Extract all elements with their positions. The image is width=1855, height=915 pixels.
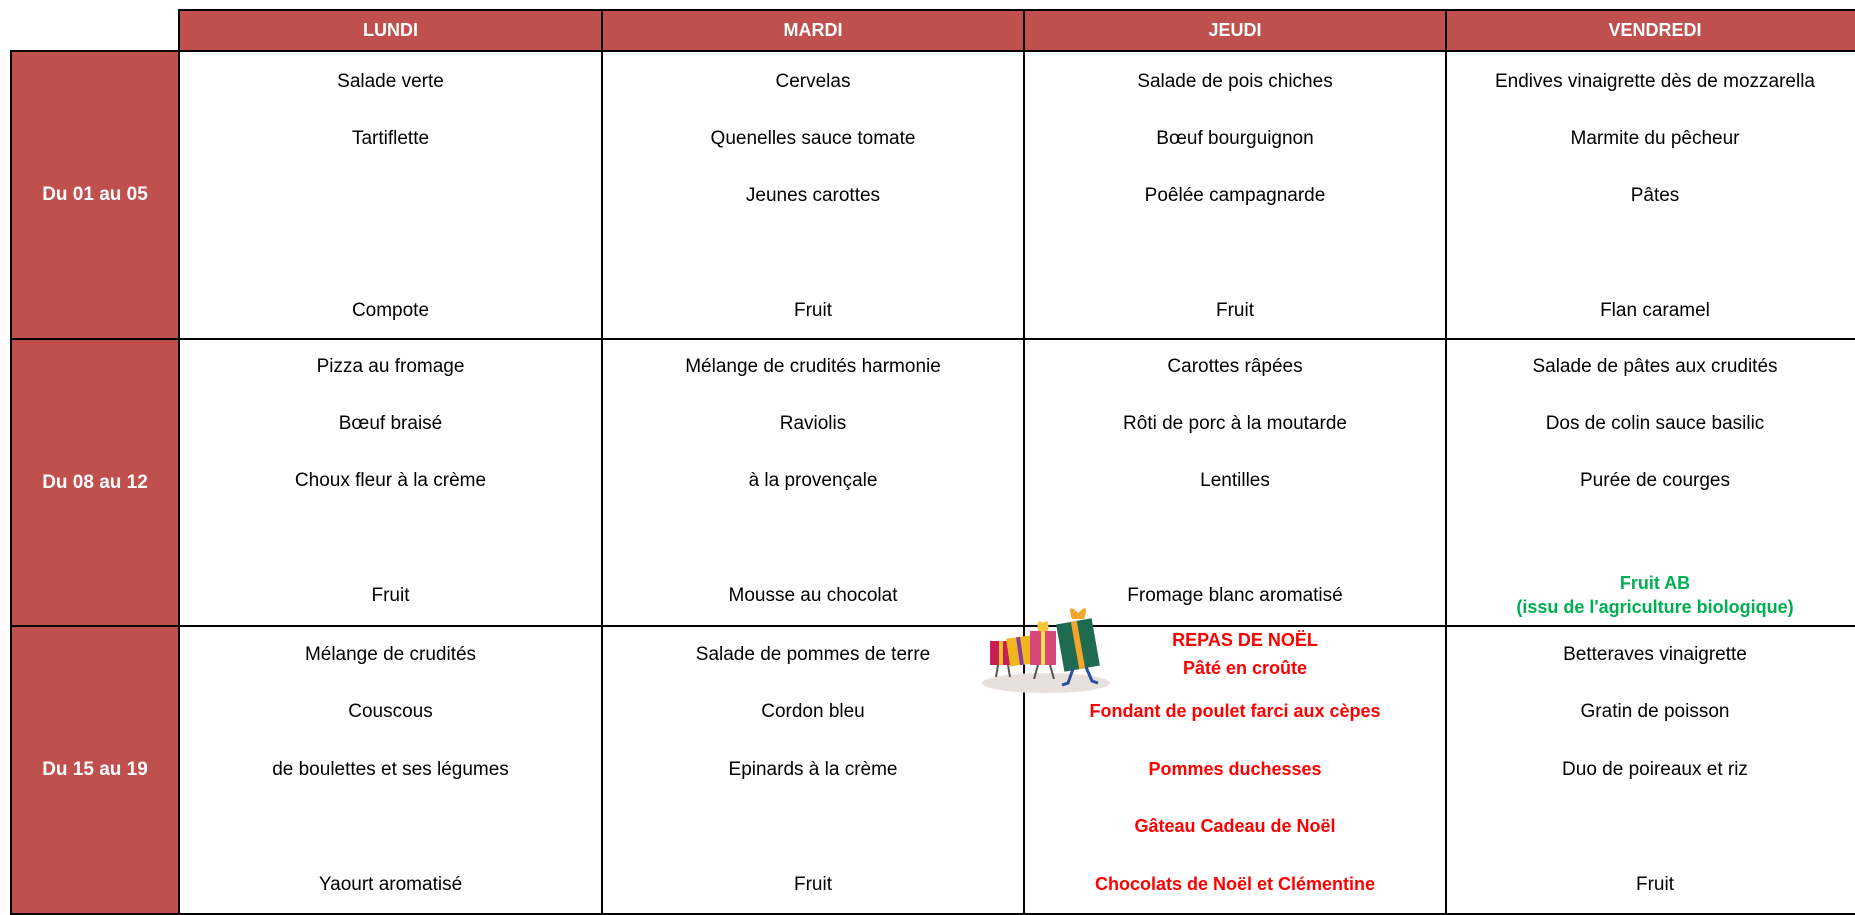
header-vendredi: VENDREDI: [1445, 9, 1855, 52]
menu-cell-w2-jeudi: [1023, 338, 1447, 627]
dish-starter: Salade de pois chiches: [1137, 71, 1333, 92]
dish-starter: Salade de pommes de terre: [695, 644, 931, 665]
dish-main: Raviolis: [779, 413, 847, 434]
organic-fruit-label: Fruit AB: [1619, 573, 1691, 593]
dish-dessert: Fruit: [1636, 874, 1674, 895]
dish-dessert: Fruit: [1216, 300, 1254, 321]
christmas-main: Fondant de poulet farci aux cèpes: [1089, 701, 1381, 721]
dish-dessert: Fromage blanc aromatisé: [1127, 585, 1343, 606]
dish-main: Quenelles sauce tomate: [710, 128, 916, 149]
dish-main: Cordon bleu: [761, 701, 865, 722]
dish-dessert: Flan caramel: [1600, 300, 1710, 321]
menu-cell-w1-vendredi: [1445, 50, 1855, 340]
dish-main: Marmite du pêcheur: [1570, 128, 1740, 149]
christmas-gifts-icon: [978, 603, 1113, 695]
dish-starter: Salade verte: [337, 71, 444, 92]
dish-main: Bœuf braisé: [338, 413, 443, 434]
dish-starter: Carottes râpées: [1167, 356, 1303, 377]
menu-cell-w1-jeudi: [1023, 50, 1447, 340]
dish-main: Gratin de poisson: [1580, 701, 1730, 722]
header-lundi: LUNDI: [178, 9, 603, 52]
header-mardi: MARDI: [601, 9, 1025, 52]
christmas-title: REPAS DE NOËL: [1172, 630, 1318, 650]
dish-side: à la provençale: [748, 470, 878, 491]
menu-cell-w2-lundi: [178, 338, 603, 627]
menu-cell-w1-lundi: [178, 50, 603, 340]
dish-starter: Endives vinaigrette dès de mozzarella: [1494, 71, 1815, 92]
dish-dessert: Mousse au chocolat: [728, 585, 898, 606]
week-label-2: Du 08 au 12: [10, 338, 180, 627]
dish-starter: Salade de pâtes aux crudités: [1532, 356, 1778, 377]
dish-main: Tartiflette: [351, 128, 430, 149]
dish-dessert: Fruit: [371, 585, 410, 606]
dish-dessert: Compote: [351, 300, 430, 321]
dish-side: Purée de courges: [1580, 470, 1730, 491]
dish-dessert: Yaourt aromatisé: [318, 874, 463, 895]
dish-starter: Cervelas: [775, 71, 851, 92]
dish-main: Rôti de porc à la moutarde: [1123, 413, 1347, 434]
menu-cell-w1-mardi: [601, 50, 1025, 340]
dish-starter: Mélange de crudités: [304, 644, 477, 665]
dish-main: Dos de colin sauce basilic: [1545, 413, 1765, 434]
dish-dessert: Fruit: [794, 874, 832, 895]
week-label-3: Du 15 au 19: [10, 625, 180, 915]
menu-cell-w3-vendredi: [1445, 625, 1855, 915]
christmas-starter: Pâté en croûte: [1182, 658, 1308, 678]
dish-side: Lentilles: [1200, 470, 1270, 491]
menu-cell-w2-vendredi: [1445, 338, 1855, 627]
dish-main: Bœuf bourguignon: [1156, 128, 1314, 149]
dish-starter: Mélange de crudités harmonie: [685, 356, 941, 377]
header-jeudi: JEUDI: [1023, 9, 1447, 52]
dish-side: Duo de poireaux et riz: [1562, 759, 1748, 780]
dish-starter: Betteraves vinaigrette: [1563, 644, 1747, 665]
dish-main: Couscous: [348, 701, 433, 722]
dish-side: Choux fleur à la crème: [294, 470, 487, 491]
dish-side: Epinards à la crème: [728, 759, 898, 780]
christmas-dessert: Gâteau Cadeau de Noël: [1134, 816, 1336, 836]
christmas-side: Pommes duchesses: [1148, 759, 1322, 779]
christmas-extra: Chocolats de Noël et Clémentine: [1094, 874, 1376, 894]
dish-dessert: Fruit: [794, 300, 832, 321]
dish-side: Poêlée campagnarde: [1144, 185, 1326, 206]
organic-fruit-note: (issu de l'agriculture biologique): [1516, 597, 1794, 617]
menu-cell-w3-mardi: [601, 625, 1025, 915]
menu-cell-w3-lundi: [178, 625, 603, 915]
menu-cell-w2-mardi: [601, 338, 1025, 627]
dish-side: de boulettes et ses légumes: [272, 759, 509, 780]
dish-starter: Pizza au fromage: [316, 356, 465, 377]
dish-side: Pâtes: [1630, 185, 1680, 206]
week-label-1: Du 01 au 05: [10, 50, 180, 340]
dish-side: Jeunes carottes: [745, 185, 881, 206]
